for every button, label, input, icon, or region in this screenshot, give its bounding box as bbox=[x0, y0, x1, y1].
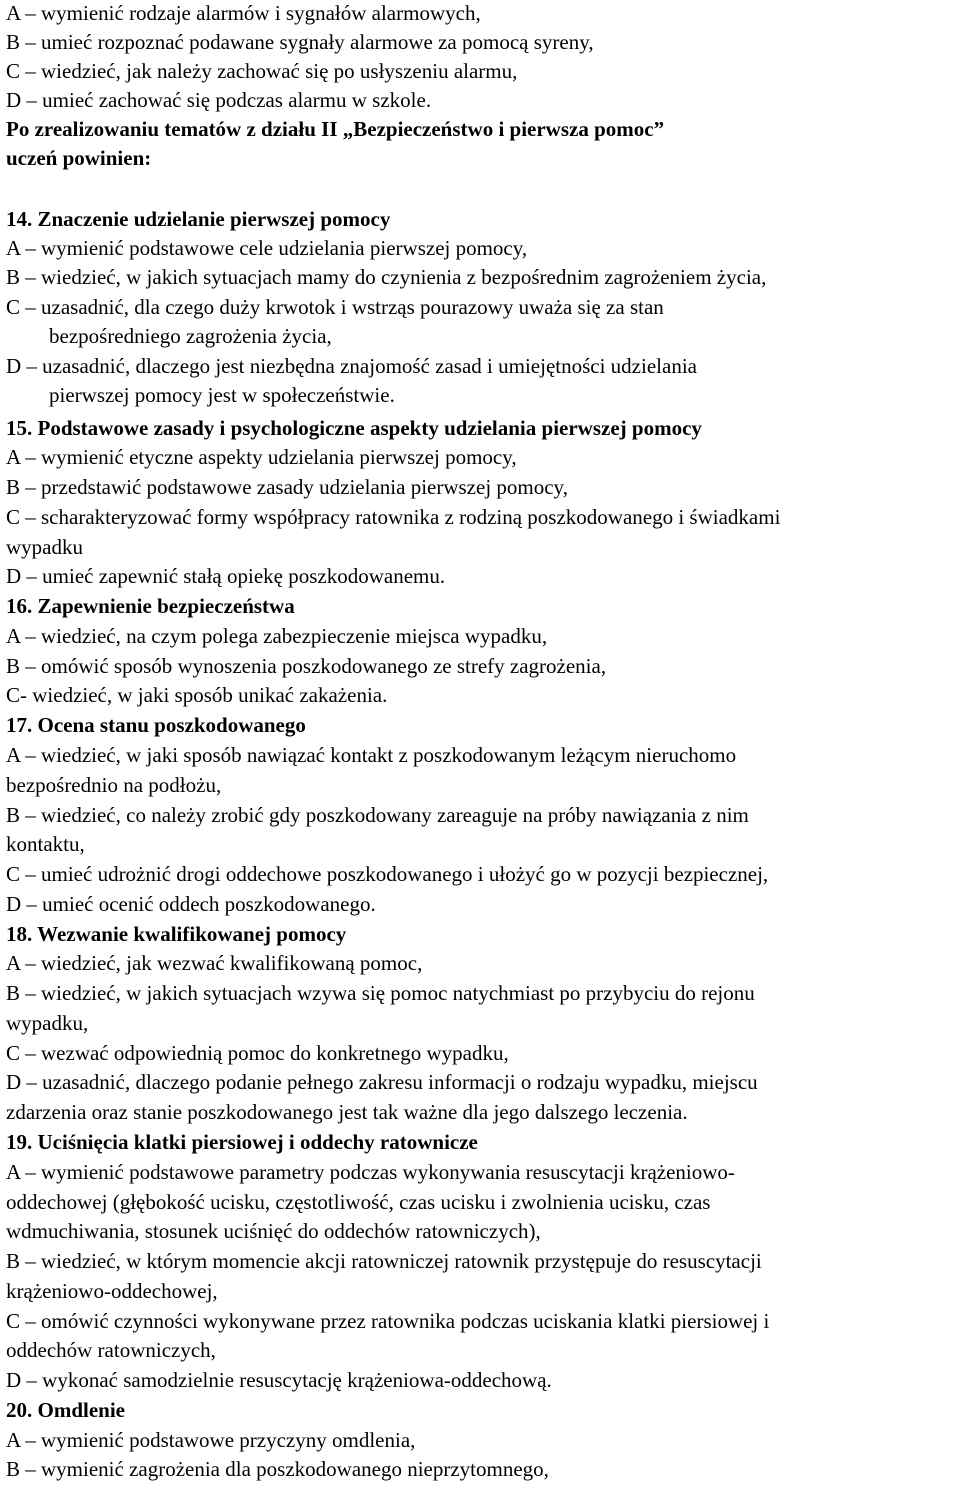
text-line: C – omówić czynności wykonywane przez ratownika podczas uciskania klatki piersiowej i bbox=[6, 1309, 770, 1333]
section-intro: uczeń powinien: bbox=[6, 146, 152, 170]
text-line: D – umieć zachować się podczas alarmu w szkole. bbox=[6, 88, 432, 112]
text-line: C- wiedzieć, w jaki sposób unikać zakażenia. bbox=[6, 683, 388, 707]
text-line: B – przedstawić podstawowe zasady udzielania pierwszej pomocy, bbox=[6, 475, 568, 499]
text-line: A – wymienić rodzaje alarmów i sygnałów alarmowych, bbox=[6, 1, 481, 25]
section-heading: 20. Omdlenie bbox=[6, 1398, 125, 1422]
text-line: C – uzasadnić, dla czego duży krwotok i wstrząs pourazowy uważa się za stan bbox=[6, 295, 664, 319]
text-line: wypadku bbox=[6, 535, 83, 559]
text-line: D – umieć zapewnić stałą opiekę poszkodowanemu. bbox=[6, 564, 446, 588]
text-line: A – wymienić podstawowe parametry podczas wykonywania resuscytacji krążeniowo- bbox=[6, 1160, 735, 1184]
text-line: bezpośredniego zagrożenia życia, bbox=[49, 324, 332, 348]
text-line: D – wykonać samodzielnie resuscytację krążeniowa-oddechową. bbox=[6, 1368, 552, 1392]
section-heading: 17. Ocena stanu poszkodowanego bbox=[6, 713, 306, 737]
text-line: A – wymienić etyczne aspekty udzielania pierwszej pomocy, bbox=[6, 445, 517, 469]
text-line: A – wiedzieć, jak wezwać kwalifikowaną pomoc, bbox=[6, 951, 423, 975]
text-line: krążeniowo-oddechowej, bbox=[6, 1279, 218, 1303]
text-line: B – omówić sposób wynoszenia poszkodowanego ze strefy zagrożenia, bbox=[6, 654, 607, 678]
text-line: A – wiedzieć, na czym polega zabezpieczenie miejsca wypadku, bbox=[6, 624, 548, 648]
section-heading: 18. Wezwanie kwalifikowanej pomocy bbox=[6, 922, 347, 946]
text-line: oddechów ratowniczych, bbox=[6, 1338, 216, 1362]
text-line: B – wiedzieć, w którym momencie akcji ratowniczej ratownik przystępuje do resuscytacji bbox=[6, 1249, 762, 1273]
text-line: D – uzasadnić, dlaczego jest niezbędna znajomość zasad i umiejętności udzielania bbox=[6, 354, 697, 378]
text-line: A – wymienić podstawowe cele udzielania pierwszej pomocy, bbox=[6, 236, 528, 260]
text-line: A – wiedzieć, w jaki sposób nawiązać kontakt z poszkodowanym leżącym nieruchomo bbox=[6, 743, 737, 767]
text-line: oddechowej (głębokość ucisku, częstotliwość, czas ucisku i zwolnienia ucisku, czas bbox=[6, 1190, 711, 1214]
text-line: pierwszej pomocy jest w społeczeństwie. bbox=[49, 383, 395, 407]
text-line: C – scharakteryzować formy współpracy ratownika z rodziną poszkodowanego i świadkami bbox=[6, 505, 781, 529]
text-line: kontaktu, bbox=[6, 832, 85, 856]
text-line: B – wiedzieć, co należy zrobić gdy poszkodowany zareaguje na próby nawiązania z nim bbox=[6, 803, 749, 827]
text-line: C – wezwać odpowiednią pomoc do konkretnego wypadku, bbox=[6, 1041, 509, 1065]
section-heading: 16. Zapewnienie bezpieczeństwa bbox=[6, 594, 295, 618]
text-line: D – uzasadnić, dlaczego podanie pełnego zakresu informacji o rodzaju wypadku, miejscu bbox=[6, 1070, 758, 1094]
section-heading: 19. Uciśnięcia klatki piersiowej i oddechy ratownicze bbox=[6, 1130, 478, 1154]
text-line: bezpośrednio na podłożu, bbox=[6, 773, 222, 797]
text-line: B – umieć rozpoznać podawane sygnały alarmowe za pomocą syreny, bbox=[6, 30, 594, 54]
section-intro: Po zrealizowaniu tematów z działu II „Bezpieczeństwo i pierwsza pomoc” bbox=[6, 117, 665, 141]
text-line: wypadku, bbox=[6, 1011, 89, 1035]
text-line: zdarzenia oraz stanie poszkodowanego jest tak ważne dla jego dalszego leczenia. bbox=[6, 1100, 688, 1124]
section-heading: 15. Podstawowe zasady i psychologiczne aspekty udzielania pierwszej pomocy bbox=[6, 416, 702, 440]
section-heading: 14. Znaczenie udzielanie pierwszej pomocy bbox=[6, 207, 391, 231]
text-line: B – wymienić zagrożenia dla poszkodowanego nieprzytomnego, bbox=[6, 1457, 549, 1481]
text-line: D – umieć ocenić oddech poszkodowanego. bbox=[6, 892, 376, 916]
text-line: wdmuchiwania, stosunek uciśnięć do oddechów ratowniczych), bbox=[6, 1219, 541, 1243]
text-line: C – wiedzieć, jak należy zachować się po usłyszeniu alarmu, bbox=[6, 59, 518, 83]
text-line: B – wiedzieć, w jakich sytuacjach mamy do czynienia z bezpośrednim zagrożeniem życia, bbox=[6, 265, 767, 289]
text-line: C – umieć udrożnić drogi oddechowe poszkodowanego i ułożyć go w pozycji bezpiecznej, bbox=[6, 862, 769, 886]
text-line: B – wiedzieć, w jakich sytuacjach wzywa się pomoc natychmiast po przybyciu do rejonu bbox=[6, 981, 755, 1005]
text-line: A – wymienić podstawowe przyczyny omdlenia, bbox=[6, 1428, 416, 1452]
